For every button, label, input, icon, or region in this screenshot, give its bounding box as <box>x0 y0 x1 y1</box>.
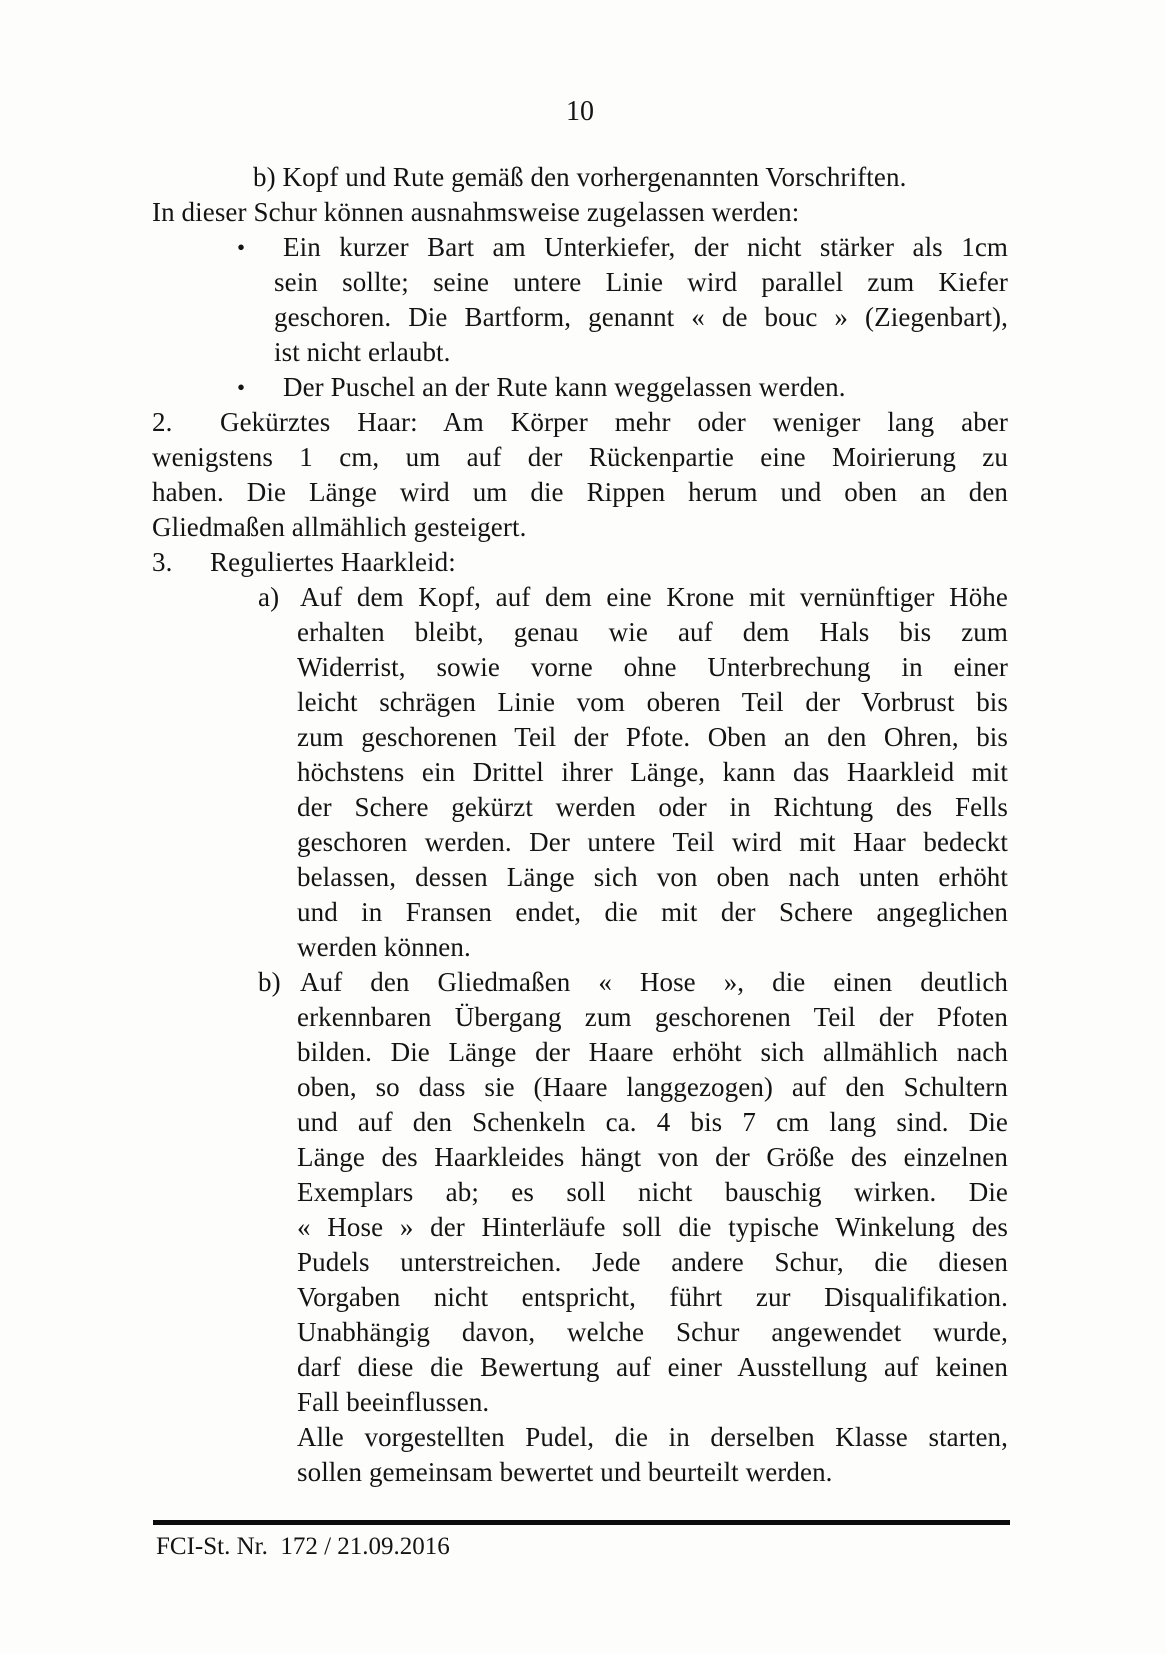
text-line: Exemplars ab; es soll nicht bauschig wirken. Die <box>297 1177 1008 1207</box>
text-line: darf diese die Bewertung auf einer Ausstellung auf keinen <box>297 1352 1008 1382</box>
text-line: Länge des Haarkleides hängt von der Größe des einzelnen <box>297 1142 1008 1172</box>
list-marker: b) <box>258 967 281 997</box>
text-line: erhalten bleibt, genau wie auf dem Hals bis zum <box>297 617 1008 647</box>
text-line: sein sollte; seine untere Linie wird parallel zum Kiefer <box>274 267 1008 297</box>
text-line: bilden. Die Länge der Haare erhöht sich allmählich nach <box>297 1037 1008 1067</box>
text-line: • Ein kurzer Bart am Unterkiefer, der nicht stärker als 1cm <box>152 230 1008 265</box>
text-line: wenigstens 1 cm, um auf der Rückenpartie eine Moirierung zu <box>152 442 1008 472</box>
footer-rule <box>153 1520 1010 1525</box>
text-line: b) Auf den Gliedmaßen « Hose », die einen deutlich <box>152 965 1008 1000</box>
footer-text: FCI-St. Nr. 172 / 21.09.2016 <box>156 1533 450 1560</box>
text-line: Alle vorgestellten Pudel, die in derselben Klasse starten, <box>297 1422 1008 1452</box>
text-line: und in Fransen endet, die mit der Schere angeglichen <box>297 897 1008 927</box>
text-line: belassen, dessen Länge sich von oben nach unten erhöht <box>297 862 1008 892</box>
text-line: Fall beeinflussen. <box>297 1387 490 1417</box>
text-line: haben. Die Länge wird um die Rippen herum und oben an den <box>152 477 1008 507</box>
text-line: Unabhängig davon, welche Schur angewendet wurde, <box>297 1317 1008 1347</box>
text-line: der Schere gekürzt werden oder in Richtung des Fells <box>297 792 1008 822</box>
text-line: geschoren werden. Der untere Teil wird mit Haar bedeckt <box>297 827 1008 857</box>
text-line: « Hose » der Hinterläufe soll die typische Winkelung des <box>297 1212 1008 1242</box>
text-line: leicht schrägen Linie vom oberen Teil der Vorbrust bis <box>297 687 1008 717</box>
list-marker: a) <box>258 582 280 612</box>
text-line: • Der Puschel an der Rute kann weggelassen werden. <box>152 370 1008 405</box>
text-line: geschoren. Die Bartform, genannt « de bouc » (Ziegenbart), <box>274 302 1008 332</box>
list-marker: 2. <box>152 407 173 437</box>
text-line: Gliedmaßen allmählich gesteigert. <box>152 512 527 542</box>
page-number: 10 <box>566 96 594 127</box>
text-line: 2. Gekürztes Haar: Am Körper mehr oder weniger lang aber <box>152 405 1008 440</box>
document-body <box>152 160 1008 1490</box>
bullet-marker: • <box>237 235 246 260</box>
text-line: 3. Reguliertes Haarkleid: <box>152 545 1008 580</box>
text-line: oben, so dass sie (Haare langgezogen) auf den Schultern <box>297 1072 1008 1102</box>
text-line: Widerrist, sowie vorne ohne Unterbrechung in einer <box>297 652 1008 682</box>
text-line: Pudels unterstreichen. Jede andere Schur, die diesen <box>297 1247 1008 1277</box>
text-line: b) Kopf und Rute gemäß den vorhergenannten Vorschriften. <box>253 162 907 192</box>
text-line: zum geschorenen Teil der Pfote. Oben an den Ohren, bis <box>297 722 1008 752</box>
text-line: sollen gemeinsam bewertet und beurteilt werden. <box>297 1457 833 1487</box>
text-line: Vorgaben nicht entspricht, führt zur Disqualifikation. <box>297 1282 1008 1312</box>
text-line: In dieser Schur können ausnahmsweise zugelassen werden: <box>152 197 800 227</box>
bullet-marker: • <box>237 375 246 400</box>
text-line: höchstens ein Drittel ihrer Länge, kann das Haarkleid mit <box>297 757 1008 787</box>
text-line: ist nicht erlaubt. <box>274 337 451 367</box>
text-line: und auf den Schenkeln ca. 4 bis 7 cm lang sind. Die <box>297 1107 1008 1137</box>
list-marker: 3. <box>152 547 173 577</box>
text-line: erkennbaren Übergang zum geschorenen Teil der Pfoten <box>297 1002 1008 1032</box>
text-line: a) Auf dem Kopf, auf dem eine Krone mit vernünftiger Höhe <box>152 580 1008 615</box>
text-line: werden können. <box>297 932 471 962</box>
